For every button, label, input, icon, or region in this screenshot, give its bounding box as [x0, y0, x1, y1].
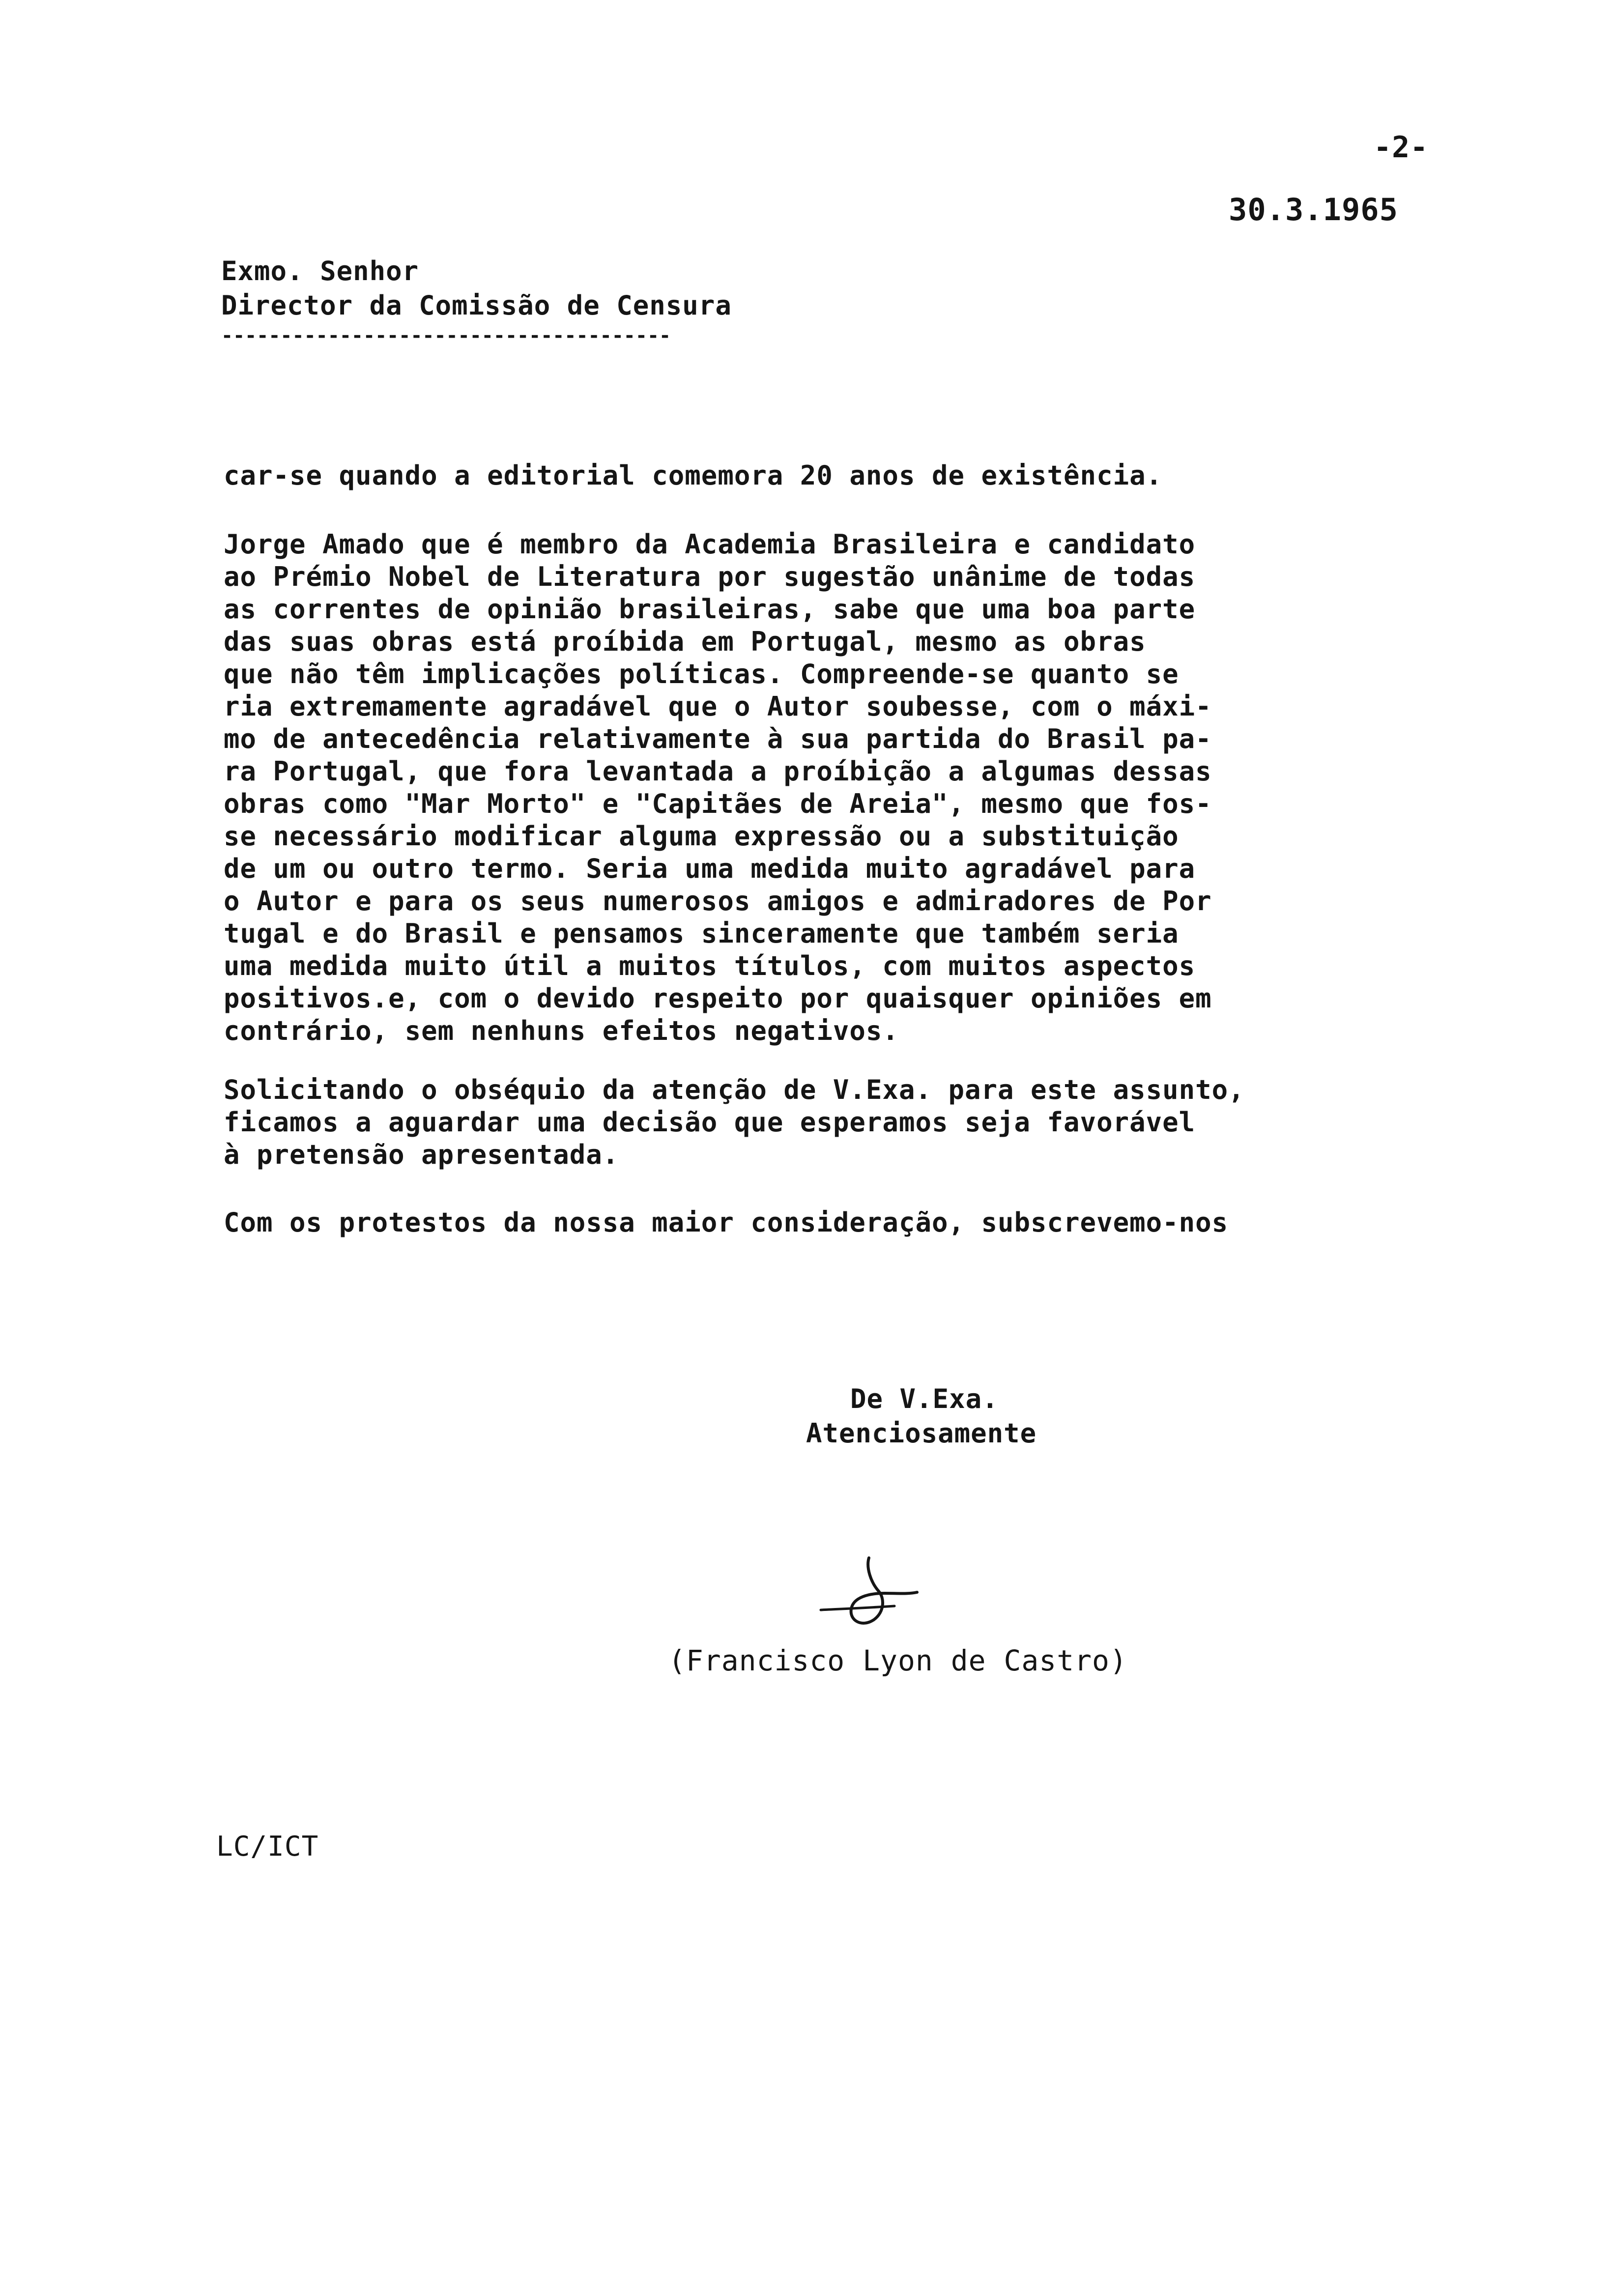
body-line: o Autor e para os seus numerosos amigos e admiradores de Por	[224, 886, 1212, 917]
body-line: tugal e do Brasil e pensamos sinceramente que também seria	[224, 918, 1179, 949]
closing-line-2: Atenciosamente	[806, 1418, 1037, 1449]
body-line: car-se quando a editorial comemora 20 anos de existência.	[224, 460, 1163, 491]
letter-date: 30.3.1965	[1229, 192, 1398, 228]
body-line: Com os protestos da nossa maior consideração, subscrevemo-nos	[224, 1207, 1229, 1238]
body-line: ficamos a aguardar uma decisão que esperamos seja favorável	[224, 1107, 1196, 1138]
body-line: das suas obras está proíbida em Portugal, mesmo as obras	[224, 626, 1146, 657]
body-line: de um ou outro termo. Seria uma medida muito agradável para	[224, 853, 1196, 884]
body-line: positivos.e, com o devido respeito por quaisquer opiniões em	[224, 983, 1212, 1014]
body-paragraph-4	[224, 1206, 1442, 1239]
body-line: se necessário modificar alguma expressão ou a substituição	[224, 821, 1179, 852]
body-line: ao Prémio Nobel de Literatura por sugestão unânime de todas	[224, 561, 1196, 592]
body-line: mo de antecedência relativamente à sua partida do Brasil pa-	[224, 723, 1212, 754]
body-paragraph-1	[224, 459, 1442, 492]
recipient-salutation: Exmo. Senhor	[221, 256, 419, 287]
page-number: -2-	[1374, 130, 1429, 165]
body-paragraph-3	[224, 1074, 1442, 1171]
body-line: à pretensão apresentada.	[224, 1139, 619, 1170]
closing-line-1: De V.Exa.	[850, 1383, 999, 1414]
reference-initials: LC/ICT	[216, 1831, 319, 1863]
body-line: ra Portugal, que fora levantada a proíbição a algumas dessas	[224, 756, 1212, 787]
body-line: Jorge Amado que é membro da Academia Brasileira e candidato	[224, 529, 1196, 560]
body-line: Solicitando o obséquio da atenção de V.Exa. para este assunto,	[224, 1074, 1245, 1105]
body-paragraph-2	[224, 528, 1442, 1047]
body-line: ria extremamente agradável que o Autor soubesse, com o máxi-	[224, 691, 1212, 722]
body-line: as correntes de opinião brasileiras, sabe que uma boa parte	[224, 594, 1196, 625]
body-line: obras como "Mar Morto" e "Capitães de Areia", mesmo que fos-	[224, 788, 1212, 819]
signatory-name: (Francisco Lyon de Castro)	[668, 1644, 1127, 1677]
body-line: que não têm implicações políticas. Compreende-se quanto se	[224, 659, 1179, 689]
body-line: contrário, sem nenhuns efeitos negativos.	[224, 1015, 899, 1046]
body-line: uma medida muito útil a muitos títulos, com muitos aspectos	[224, 950, 1196, 981]
handwritten-signature	[811, 1548, 939, 1636]
recipient-underline: --------------------------------------	[221, 324, 671, 347]
recipient-title: Director da Comissão de Censura	[221, 290, 732, 321]
